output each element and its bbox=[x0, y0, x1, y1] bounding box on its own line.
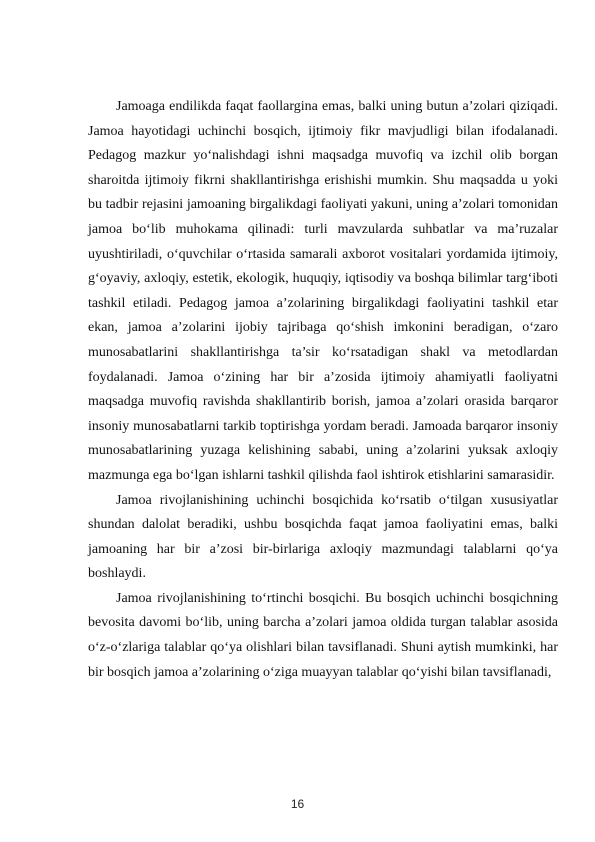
paragraph-2: Jamoa rivojlanishining uchinchi bosqichida ko‘rsatib o‘tilgan xususiyatlar shundan dalolat beradiki, ushbu bosqichda faqat jamoa faoliyatini emas, balki jamoaning har bir a’zosi bir-birlariga axloqiy mazmundagi talablarni qo‘ya boshlaydi. bbox=[88, 492, 558, 582]
paragraph-3: Jamoa rivojlanishining to‘rtinchi bosqichi. Bu bosqich uchinchi bosqichning bevosita davomi bo‘lib, uning barcha a’zolari jamoa oldida turgan talablar asosida o‘z-o‘zlariga talablar qo‘ya olishlari bilan tavsiflanadi. Shuni aytish mumkinki, har bir bosqich jamoa a’zolarining o‘ziga muayyan talablar qo‘yishi bilan tavsiflanadi, bbox=[88, 590, 558, 680]
page-body bbox=[88, 95, 558, 685]
paragraph-1: Jamoaga endilikda faqat faollargina emas, balki uning butun a’zolari qiziqadi. Jamoa hayotidagi uchinchi bosqich, ijtimoiy fikr mavjudligi bilan ifodalanadi. Pedagog mazkur yo‘nalishdagi ishni maqsadga muvofiq va izchil olib borgan sharoitda ijtimoiy fikrni shakllantirishga erishishi mumkin. Shu maqsadda u yoki bu tadbir rejasini jamoaning birgalikdagi faoliyati yakuni, uning a’zolari tomonidan jamoa bo‘lib muhokama qilinadi: turli mavzularda suhbatlar va ma’ruzalar uyushtiriladi, o‘quvchilar o‘rtasida samarali axborot vositalari yordamida ijtimoiy, g‘oyaviy, axloqiy, estetik, ekologik, huquqiy, iqtisodiy va boshqa bilimlar targ‘iboti tashkil etiladi. Pedagog jamoa a’zolarining birgalikdagi faoliyatini tashkil etar ekan, jamoa a’zolarini ijobiy tajribaga qo‘shish imkonini beradigan, o‘zaro munosabatlarini shakllantirishga ta’sir ko‘rsatadigan shakl va metodlardan foydalanadi. Jamoa o‘zining har bir a’zosida ijtimoiy ahamiyatli faoliyatni maqsadga muvofiq ravishda shakllantirib borish, jamoa a’zolari orasida barqaror insoniy munosabatlarni tarkib toptirishga yordam beradi. Jamoada barqaror insoniy munosabatlarining yuzaga kelishining sababi, uning a’zolarini yuksak axloqiy mazmunga ega bo‘lgan ishlarni tashkil qilishda faol ishtirok etishlarini samarasidir. bbox=[88, 99, 558, 483]
page-number: 16 bbox=[290, 797, 305, 811]
